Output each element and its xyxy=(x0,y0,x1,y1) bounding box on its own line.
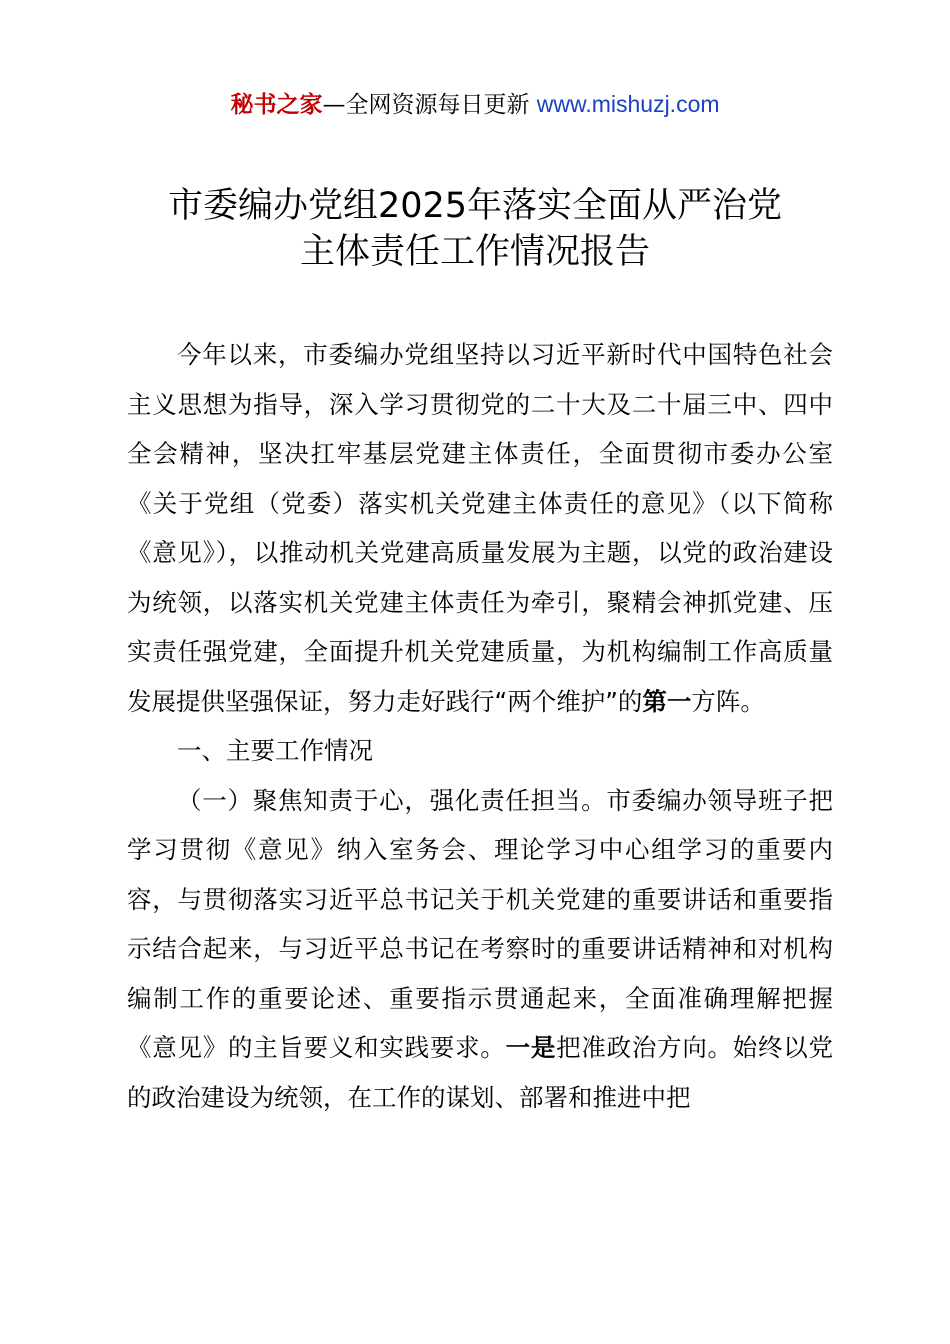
section-paragraph-bold: 一是 xyxy=(505,1033,557,1062)
intro-paragraph xyxy=(127,330,833,726)
section-paragraph-text: （一）聚焦知责于心，强化责任担当。市委编办领导班子把学习贯彻《意见》纳入室务会、理论学习中心组学习的重要内容，与贯彻落实习近平总书记关于机关党建的重要讲话和重要指示结合起来，与习近平总书记在考察时的重要讲话精神和对机构编制工作的重要论述、重要指示贯通起来，全面准确理解把握《意见》的主旨要义和实践要求。 xyxy=(127,785,833,1062)
section-paragraph xyxy=(127,776,833,1123)
document-body xyxy=(127,330,833,1122)
header-tagline: —全网资源每日更新 xyxy=(322,92,537,118)
title-line-2: 主体责任工作情况报告 xyxy=(299,232,650,272)
intro-paragraph-bold: 第一 xyxy=(642,686,692,716)
document-title xyxy=(0,183,950,275)
brand-name: 秘书之家 xyxy=(230,92,323,118)
title-line-1: 市委编办党组2025年落实全面从严治党 xyxy=(167,186,783,226)
intro-paragraph-text: 今年以来，市委编办党组坚持以习近平新时代中国特色社会主义思想为指导，深入学习贯彻党的二十大及二十届三中、四中全会精神，坚决扛牢基层党建主体责任，全面贯彻市委办公室《关于党组（党委）落实机关党建主体责任的意见》（以下简称《意见》），以推动机关党建高质量发展为主题，以党的政治建设为统领，以落实机关党建主体责任为牵引，聚精会神抓党建、压实责任强党建，全面提升机关党建质量，为机构编制工作高质量发展提供坚强保证，努力走好践行“两个维护”的 xyxy=(127,340,833,716)
intro-paragraph-end: 方阵。 xyxy=(691,686,765,716)
section-heading: 一、主要工作情况 xyxy=(177,736,373,765)
section-paragraph-end: 把准政治方向。始终以党的政治建设为统领，在工作的谋划、部署和推进中把 xyxy=(127,1033,834,1112)
site-header xyxy=(0,86,950,123)
site-url-link[interactable]: www.mishuzj.com xyxy=(536,91,720,117)
